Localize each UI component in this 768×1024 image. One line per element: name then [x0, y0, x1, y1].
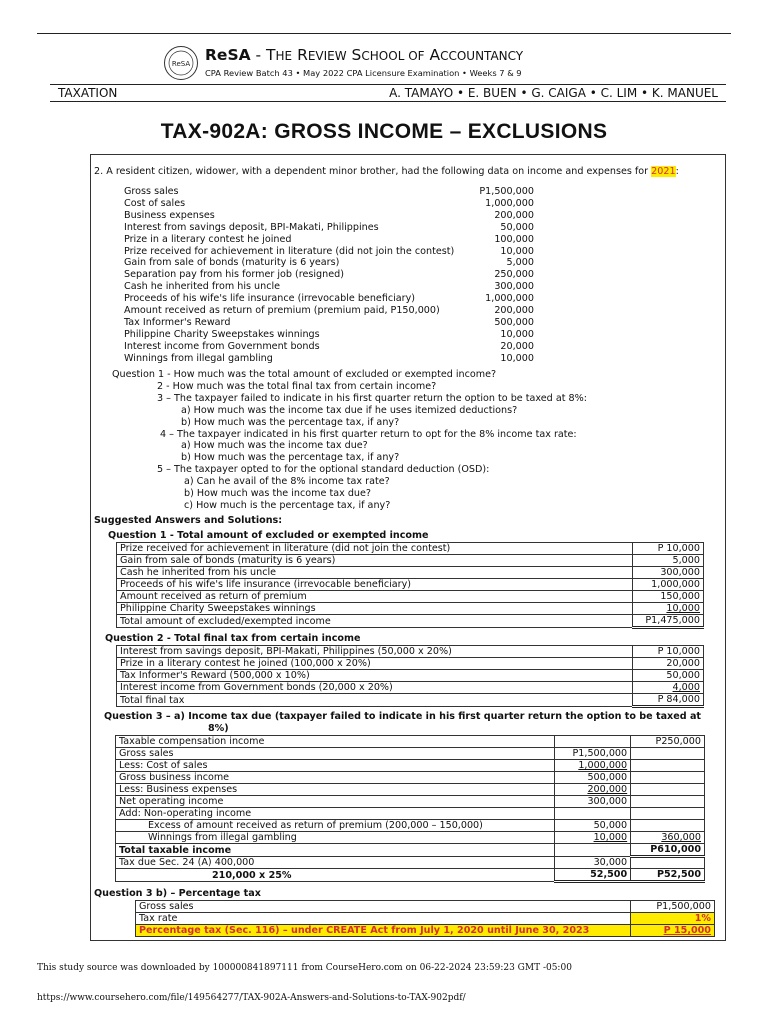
given-item-label: Amount received as return of premium (premium paid, P150,000): [124, 305, 440, 316]
row-label: Less: Business expenses: [116, 784, 555, 796]
source-url[interactable]: https://www.coursehero.com/file/149564277/TAX-902A-Answers-and-Solutions-to-TAX-902pdf/: [37, 993, 466, 1003]
given-item-label: Separation pay from his former job (resigned): [124, 269, 344, 281]
authors-line: A. TAMAYO • E. BUEN • G. CAIGA • C. LIM • K. MANUEL: [389, 86, 718, 100]
table-row: [136, 901, 715, 913]
row-label: Gross business income: [116, 772, 555, 784]
table-row: [117, 555, 704, 567]
row-mid: 52,500: [555, 869, 631, 882]
table-row: [117, 591, 704, 603]
row-label: Cash he inherited from his uncle: [117, 567, 633, 579]
given-item-value: 20,000: [500, 340, 534, 352]
given-item-value: 10,000: [500, 328, 534, 340]
row-mid: 50,000: [555, 820, 631, 832]
question-line: Question 1 - How much was the total amount of excluded or exempted income?: [112, 369, 497, 380]
row-right: P610,000: [631, 844, 705, 857]
given-item-label: Interest income from Government bonds: [124, 340, 320, 352]
table-row: [116, 796, 705, 808]
question-line: b) How much was the percentage tax, if any?: [181, 452, 400, 464]
row-mid: 200,000: [555, 784, 631, 796]
row-value: P 10,000: [633, 646, 704, 658]
question-line: c) How much is the percentage tax, if any?: [184, 499, 391, 511]
row-mid: [555, 808, 631, 820]
download-notice: This study source was downloaded by 100000841897111 from CourseHero.com on 06-22-2024 23:59:23 GMT -05:00: [37, 963, 572, 973]
given-item-value: 1,000,000: [485, 197, 534, 209]
year-highlight: 2021: [651, 166, 676, 177]
row-label: Total final tax: [117, 694, 633, 707]
q3a-table: [115, 735, 705, 883]
given-item-label: Gain from sale of bonds (maturity is 6 years): [124, 257, 340, 269]
given-item-value: 5,000: [506, 257, 534, 269]
question-line: a) Can he avail of the 8% income tax rate?: [184, 476, 390, 488]
q3a-title-cont: 8%): [208, 723, 229, 734]
table-row: [116, 772, 705, 784]
row-right: 360,000: [631, 832, 705, 844]
org-subtitle: CPA Review Batch 43 • May 2022 CPA Licensure Examination • Weeks 7 & 9: [205, 68, 522, 78]
row-label: Prize in a literary contest he joined (100,000 x 20%): [117, 658, 633, 670]
row-mid: P1,500,000: [555, 748, 631, 760]
row-label: Amount received as return of premium: [117, 591, 633, 603]
row-value: 5,000: [633, 555, 704, 567]
row-right: [631, 772, 705, 784]
table-row: [116, 869, 705, 882]
row-label: Total amount of excluded/exempted income: [117, 615, 633, 628]
table-row: [117, 615, 704, 628]
row-label: Percentage tax (Sec. 116) – under CREATE Act from July 1, 2020 until June 30, 2023: [136, 925, 631, 937]
table-row: [116, 808, 705, 820]
row-label: Interest income from Government bonds (20,000 x 20%): [117, 682, 633, 694]
table-row: [116, 844, 705, 857]
resa-logo-seal: [163, 45, 199, 81]
row-value: 10,000: [633, 603, 704, 615]
problem-intro: 2. A resident citizen, widower, with a dependent minor brother, had the following data on income and expenses for 2021:: [94, 166, 679, 177]
row-label: Net operating income: [116, 796, 555, 808]
row-right: [631, 748, 705, 760]
row-label: Tax rate: [136, 913, 631, 925]
org-name: ReSA - THE REVIEW SCHOOL OF ACCOUNTANCY: [205, 46, 524, 64]
table-row: [117, 658, 704, 670]
given-item-label: Business expenses: [124, 209, 215, 221]
row-label: Total taxable income: [116, 844, 555, 857]
row-label: Taxable compensation income: [116, 736, 555, 748]
row-value: 1,000,000: [633, 579, 704, 591]
question-line: 2 - How much was the total final tax from certain income?: [157, 380, 437, 392]
row-label: Philippine Charity Sweepstakes winnings: [117, 603, 633, 615]
given-item-label: Proceeds of his wife's life insurance (irrevocable beneficiary): [124, 293, 416, 305]
table-row: [116, 736, 705, 748]
table-row: [117, 694, 704, 707]
row-label: Prize received for achievement in literature (did not join the contest): [117, 543, 633, 555]
row-right: P250,000: [631, 736, 705, 748]
row-value: 4,000: [633, 682, 704, 694]
given-item-value: 300,000: [494, 281, 534, 293]
row-right: [631, 820, 705, 832]
table-row: [136, 913, 715, 925]
question-line: b) How much was the income tax due?: [184, 488, 371, 499]
given-item-value: 10,000: [500, 245, 534, 257]
question-line: a) How much was the income tax due if he uses itemized deductions?: [181, 404, 518, 416]
given-item-value: 200,000: [494, 209, 534, 221]
given-item-value: P1,500,000: [479, 186, 534, 197]
meta-rule-top: [50, 84, 726, 85]
table-row: [116, 857, 705, 869]
question-line: b) How much was the percentage tax, if any?: [181, 416, 400, 428]
table-row: [117, 682, 704, 694]
given-item-value: 50,000: [500, 221, 534, 233]
question-line: 5 – The taxpayer opted to for the optional standard deduction (OSD):: [157, 464, 490, 476]
row-mid: 10,000: [555, 832, 631, 844]
row-label: 210,000 x 25%: [116, 869, 555, 882]
row-right: [631, 796, 705, 808]
row-right: [631, 857, 705, 869]
row-right: P52,500: [631, 869, 705, 882]
row-mid: [555, 736, 631, 748]
given-item-value: 1,000,000: [485, 293, 534, 305]
solutions-heading: Suggested Answers and Solutions:: [94, 515, 283, 526]
q2-title: Question 2 - Total final tax from certain income: [105, 633, 361, 644]
subject-label: TAXATION: [58, 86, 118, 100]
q1-title: Question 1 - Total amount of excluded or exempted income: [108, 530, 429, 541]
meta-rule-bottom: [50, 101, 726, 102]
top-rule: [37, 33, 731, 34]
row-mid: 500,000: [555, 772, 631, 784]
row-value: 20,000: [633, 658, 704, 670]
row-label: Less: Cost of sales: [116, 760, 555, 772]
row-label: Gain from sale of bonds (maturity is 6 years): [117, 555, 633, 567]
row-value: P 15,000: [631, 925, 715, 937]
given-item-value: 250,000: [494, 269, 534, 281]
row-label: Excess of amount received as return of premium (200,000 – 150,000): [116, 820, 555, 832]
given-item-label: Interest from savings deposit, BPI-Makati, Philippines: [124, 221, 379, 233]
q3a-title: Question 3 – a) Income tax due (taxpayer failed to indicate in his first quarter return the option to be taxed at: [104, 711, 702, 722]
question-line: 3 – The taxpayer failed to indicate in his first quarter return the option to be taxed at 8%:: [157, 392, 587, 404]
row-mid: 30,000: [555, 857, 631, 869]
row-mid: 1,000,000: [555, 760, 631, 772]
given-item-label: Prize in a literary contest he joined: [124, 233, 292, 245]
row-label: Tax due Sec. 24 (A) 400,000: [116, 857, 555, 869]
table-row: [116, 760, 705, 772]
table-row: [136, 925, 715, 937]
row-mid: 300,000: [555, 796, 631, 808]
given-item-label: Philippine Charity Sweepstakes winnings: [124, 328, 320, 340]
document-title: TAX-902A: GROSS INCOME – EXCLUSIONS: [160, 120, 608, 143]
given-item-value: 200,000: [494, 305, 534, 316]
row-label: Winnings from illegal gambling: [116, 832, 555, 844]
row-value: 50,000: [633, 670, 704, 682]
table-row: [117, 670, 704, 682]
question-line: a) How much was the income tax due?: [181, 440, 368, 452]
given-item-label: Winnings from illegal gambling: [124, 352, 273, 364]
q3b-title: Question 3 b) – Percentage tax: [94, 888, 261, 899]
row-label: Gross sales: [116, 748, 555, 760]
row-label: Proceeds of his wife's life insurance (irrevocable beneficiary): [117, 579, 633, 591]
row-value: P 10,000: [633, 543, 704, 555]
svg-text:ReSA: ReSA: [171, 60, 191, 68]
q3b-table: [135, 900, 715, 937]
row-label: Gross sales: [136, 901, 631, 913]
row-label: Interest from savings deposit, BPI-Makati, Philippines (50,000 x 20%): [117, 646, 633, 658]
table-row: [117, 579, 704, 591]
table-row: [116, 832, 705, 844]
table-row: [117, 646, 704, 658]
given-item-label: Prize received for achievement in literature (did not join the contest): [124, 245, 455, 257]
given-item-label: Cash he inherited from his uncle: [124, 281, 281, 293]
given-item-label: Tax Informer's Reward: [124, 316, 231, 328]
table-row: [117, 543, 704, 555]
row-right: [631, 784, 705, 796]
given-item-label: Cost of sales: [124, 197, 186, 209]
given-item-value: 10,000: [500, 352, 534, 364]
row-value: 150,000: [633, 591, 704, 603]
table-row: [116, 784, 705, 796]
given-item-label: Gross sales: [124, 186, 179, 197]
q1-table: [116, 542, 704, 629]
question-line: 4 – The taxpayer indicated in his first quarter return to opt for the 8% income tax rate:: [160, 428, 577, 440]
row-value: P1,500,000: [631, 901, 715, 913]
row-label: Tax Informer's Reward (500,000 x 10%): [117, 670, 633, 682]
q2-table: [116, 645, 704, 708]
given-item-value: 100,000: [494, 233, 534, 245]
row-mid: [555, 844, 631, 857]
given-item-value: 500,000: [494, 316, 534, 328]
row-value: 300,000: [633, 567, 704, 579]
table-row: [116, 820, 705, 832]
table-row: [116, 748, 705, 760]
row-value: P 84,000: [633, 694, 704, 707]
table-row: [117, 603, 704, 615]
row-value: P1,475,000: [633, 615, 704, 628]
row-label: Add: Non-operating income: [116, 808, 555, 820]
row-right: [631, 760, 705, 772]
row-right: [631, 808, 705, 820]
row-value: 1%: [631, 913, 715, 925]
table-row: [117, 567, 704, 579]
